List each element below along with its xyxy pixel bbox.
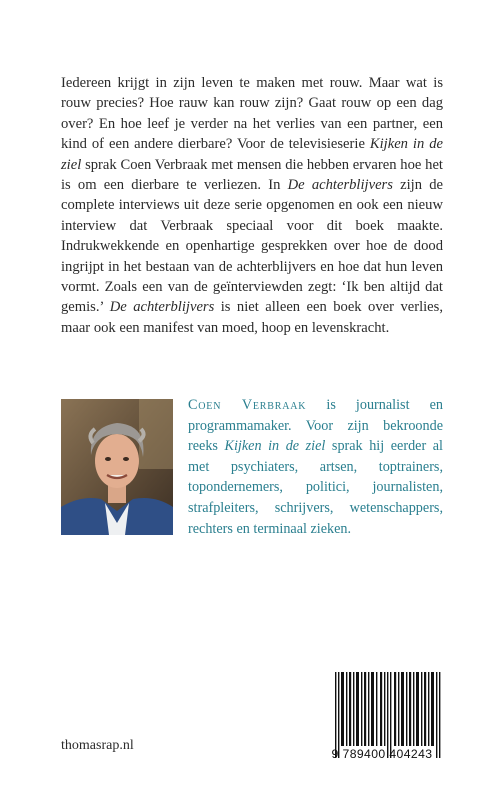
author-photo (61, 399, 173, 535)
author-name: Coen Verbraak (188, 397, 307, 413)
series-title: Kijken in de ziel (61, 136, 443, 173)
blurb-text-2: sprak Coen Verbraak met mensen die hebben ervaren hoe het is om een dierbare te verliezen. In (61, 156, 443, 194)
blurb-text-1: Iedereen krijgt in zijn leven te maken met rouw. Maar wat is rouw precies? Hoe rauw kan rouw zijn? Gaat rouw op een dag over? En hoe leef je verder na het verlies van een partner, een kind of een andere dierbare? Voor de televisieserie (61, 75, 443, 153)
book-title: De achterblijvers (287, 177, 393, 194)
author-bio (188, 395, 443, 539)
isbn-number: 9 789400 404243 (331, 747, 433, 761)
author-bio-text-2: sprak hij eerder al met psychiaters, artsen, toptrainers, topondernemers, politici, journalisten, strafpleiters, schrijvers, wetenschappers, rechters en terminaal zieken. (188, 438, 443, 537)
publisher-url: thomasrap.nl (61, 738, 134, 753)
blurb-text-4: is niet alleen een boek over verlies, maar ook een manifest van moed, hoop en levenskracht. (61, 299, 443, 336)
author-bio-text-1: is journalist en programmamaker. Voor zijn bekroonde reeks (188, 397, 443, 455)
author-show-title: Kijken in de ziel (224, 438, 326, 455)
blurb-text-3: zijn de complete interviews uit deze serie opgenomen en ook een nieuw interview dat Verbraak speciaal voor dit boek maakte. Indrukwekkende en openhartige gesprekken over hoe de dood ingrijpt in het bestaan van de achterblijvers en hoe dat hun leven vormt. Zoals een van de geïnterviewden zegt: ‘Ik ben altijd dat gemis.’ (61, 177, 443, 316)
book-title-2: De achterblijvers (109, 299, 215, 316)
back-cover-blurb (61, 73, 443, 338)
